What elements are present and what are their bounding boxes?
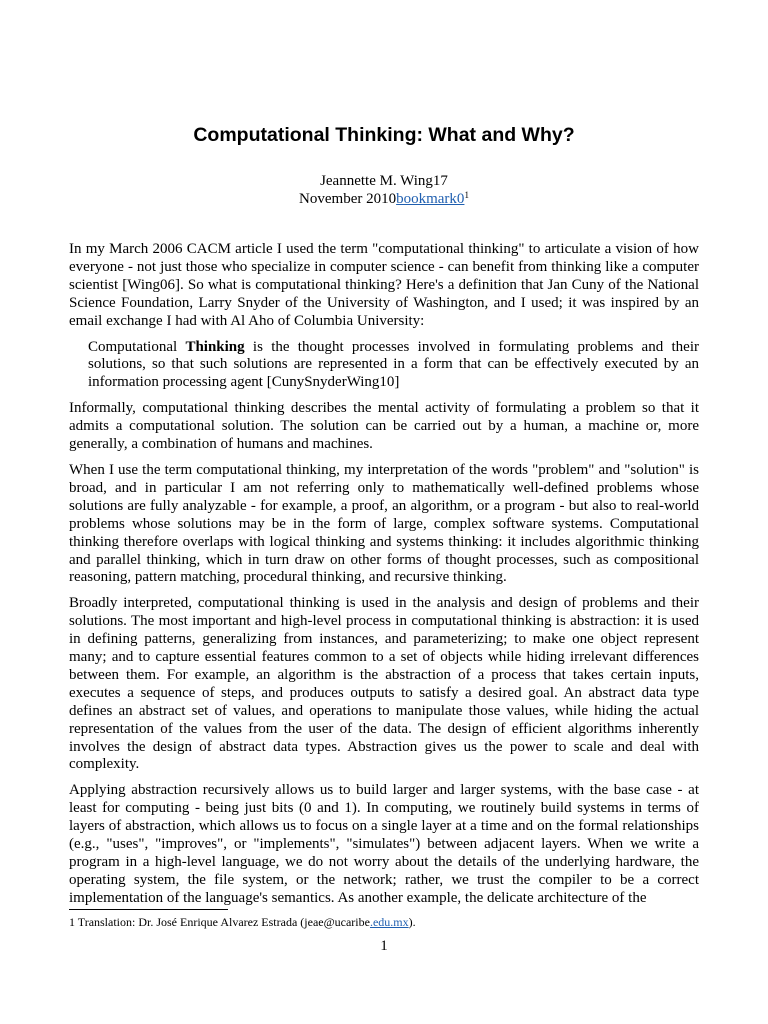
paragraph-intro: In my March 2006 CACM article I used the term "computational thinking" to articulate a vision of how everyone - not just those who specialize in computer science - can benefit from thinking like a computer scientist [Wing06]. So what is computational thinking? Here's a definition that Jan Cuny of the National Science Foundation, Larry Snyder of the University of Washington, and I used; it was inspired by an email exchange I had with Al Aho of Columbia University: xyxy=(69,241,699,329)
article-body xyxy=(69,241,699,916)
footnote-email-link[interactable]: .edu.mx xyxy=(369,915,409,929)
definition-quote xyxy=(88,339,699,393)
date: November 2010 xyxy=(299,191,397,207)
paragraph-informal: Informally, computational thinking describes the mental activity of formulating a problem so that it admits a computational solution. The solution can be carried out by a human, a machine or, more generally, a combination of humans and machines. xyxy=(69,400,699,453)
bookmark-link[interactable]: bookmark0 xyxy=(396,191,465,207)
quote-rest: is the thought processes involved in formulating problems and their solutions, so that such solutions are represented in a form that can be effectively executed by an information processing agent [CunySnyderWing10] xyxy=(88,338,699,391)
quote-start: Computational xyxy=(88,338,186,355)
footnote xyxy=(69,915,416,929)
author-name: Jeannette M. Wing17 xyxy=(320,173,448,189)
date-line xyxy=(0,190,768,208)
byline xyxy=(0,172,768,208)
footnote-text: 1 Translation: Dr. José Enrique Alvarez Estrada (jeae@ucaribe xyxy=(69,915,370,929)
page-title: Computational Thinking: What and Why? xyxy=(193,124,575,146)
paragraph-layers: Applying abstraction recursively allows us to build larger and larger systems, with the base case - at least for computing - being just bits (0 and 1). In computing, we routinely build systems in terms of layers of abstraction, which allows us to focus on a single layer at a time and on the formal relationships (e.g., "uses", "improves", or "implements", "simulates") between adjacent layers. When we write a program in a high-level language, we do not worry about the details of the underlying hardware, the operating system, the file system, or the network; rather, we trust the compiler to be a correct implementation of the language's semantics. As another example, the delicate architecture of the xyxy=(69,782,699,906)
paragraph-abstraction: Broadly interpreted, computational thinking is used in the analysis and design of problems and their solutions. The most important and high-level process in computational thinking is abstraction: it is used in defining patterns, generalizing from instances, and parameterizing; to make one object represent many; and to capture essential features common to a set of objects while hiding irrelevant differences between them. For example, an algorithm is the abstraction of a process that takes certain inputs, executes a sequence of steps, and produces outputs to satisfy a desired goal. An abstract data type defines an abstract set of values, and operations to manipulate those values, while hiding the actual representation of the values from the user of the data. The design of efficient algorithms inherently involves the design of abstract data types. Abstraction gives us the power to scale and deal with complexity. xyxy=(69,595,699,773)
footnote-divider xyxy=(69,909,228,910)
footnote-suffix: ). xyxy=(408,915,416,929)
footnote-marker: 1 xyxy=(464,190,469,200)
quote-bold-term: Thinking xyxy=(185,338,245,355)
page-number: 1 xyxy=(380,938,388,954)
paragraph-interpretation: When I use the term computational thinking, my interpretation of the words "problem" and "solution" is broad, and in particular I am not referring only to mathematically well-defined problems whose solutions are fully analyzable - for example, a proof, an algorithm, or a program - but also to real-world problems whose solutions may be in the form of large, complex software systems. Computational thinking therefore overlaps with logical thinking and systems thinking: it includes algorithmic thinking and parallel thinking, which in turn draw on other forms of thought processes, such as compositional reasoning, pattern matching, procedural thinking, and recursive thinking. xyxy=(69,461,699,586)
